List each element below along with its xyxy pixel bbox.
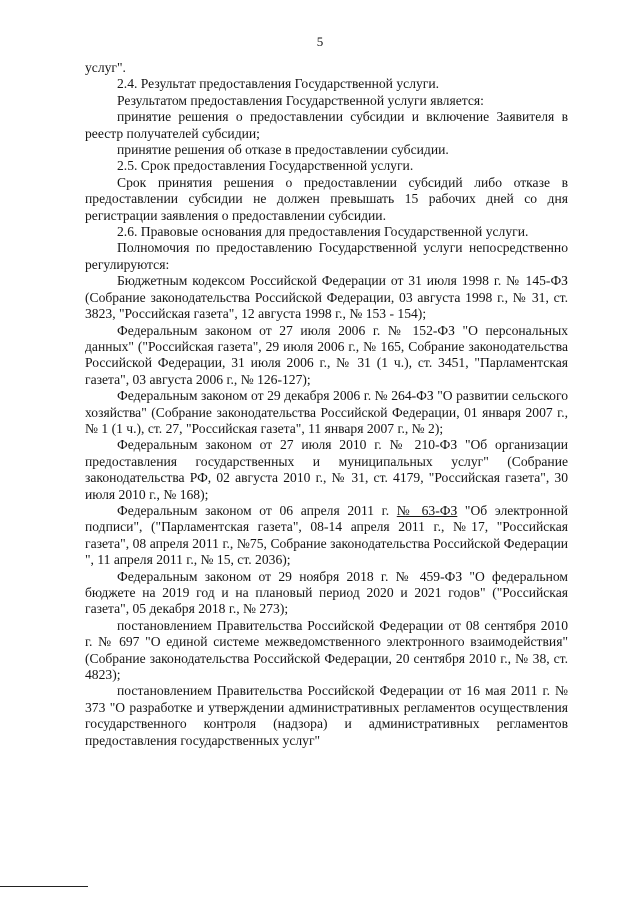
paragraph-resolution-697: постановлением Правительства Российской Федерации от 08 сентября 2010 г. № 697 "О единой системе межведомственного электронного взаимодействия" (Собрание законодательства Российской Федерации, 20 сентября 2010 г., № 38, ст. 4823);: [85, 617, 568, 683]
law-63-fz-prefix: Федеральным законом от 06 апреля 2011 г.: [117, 502, 397, 518]
paragraph-law-152-fz: Федеральным законом от 27 июля 2006 г. № 152-ФЗ "О персональных данных" ("Российская газета", 29 июля 2006 г., № 165, Собрание законодательства Российской Федерации, 31 июля 2006 г., № 31 (1 ч.), ст. 3451, "Парламентская газета", 03 августа 2006 г., № 126-127);: [85, 322, 568, 387]
paragraph-law-63-fz: [85, 503, 568, 569]
paragraph-law-210-fz: Федеральным законом от 27 июля 2010 г. № 210-ФЗ "Об организации предоставления государственных и муниципальных услуг" (Собрание законодательства РФ, 02 августа 2010 г., № 31, ст. 4179, "Российская газета", 30 июля 2010 г., № 168);: [85, 437, 568, 502]
paragraph-result-intro: Результатом предоставления Государственной услуги является:: [117, 92, 484, 108]
page-number: 5: [316, 34, 324, 49]
section-heading-2-4: 2.4. Результат предоставления Государственной услуги.: [117, 76, 440, 92]
section-heading-2-6: 2.6. Правовые основания для предоставления Государственной услуги.: [117, 224, 529, 240]
paragraph-continuation: услуг".: [85, 60, 126, 75]
paragraph-result-deny: принятие решения об отказе в предоставлении субсидии.: [117, 142, 449, 158]
paragraph-law-459-fz: Федеральным законом от 29 ноября 2018 г. № 459-ФЗ "О федеральном бюджете на 2019 год и на плановый период 2020 и 2021 годов" ("Российская газета", 05 декабря 2018 г., № 273);: [85, 568, 568, 617]
law-63-fz-link[interactable]: № 63-ФЗ: [396, 502, 458, 518]
paragraph-authority-intro: Полномочия по предоставлению Государственной услуги непосредственно регулируются:: [85, 240, 568, 272]
paragraph-law-budget-code: Бюджетным кодексом Российской Федерации от 31 июля 1998 г. № 145-ФЗ (Собрание законодательства Российской Федерации, 03 августа 1998 г., № 31, ст. 3823, "Российская газета", 12 августа 1998 г., № 153 - 154);: [85, 273, 568, 322]
paragraph-law-264-fz: Федеральным законом от 29 декабря 2006 г. № 264-ФЗ "О развитии сельского хозяйства" (Собрание законодательства Российской Федерации, 01 января 2007 г., № 1 (1 ч.), ст. 27, "Российская газета", 11 января 2007 г., № 2);: [85, 388, 568, 436]
paragraph-resolution-373: постановлением Правительства Российской Федерации от 16 мая 2011 г. № 373 "О разработке и утверждении административных регламентов осуществления государственного контроля (надзора) и административных регламентов предоставления государственных услуг": [85, 683, 568, 748]
section-heading-2-5: 2.5. Срок предоставления Государственной услуги.: [117, 158, 414, 174]
footer-divider: [0, 886, 88, 887]
document-body: [85, 60, 568, 749]
paragraph-result-approve: принятие решения о предоставлении субсидии и включение Заявителя в реестр получателей субсидии;: [85, 109, 568, 141]
law-63-fz-suffix: "Об электронной подписи", ("Парламентская газета", 08-14 апреля 2011 г., №17, "Российская газета", 08 апреля 2011 г., №75, Собрание законодательства Российской Федерации ", 11 апреля 2011 г., № 15, ст. 2036);: [85, 502, 569, 568]
paragraph-term: Срок принятия решения о предоставлении субсидий либо отказе в предоставлении субсидии не должен превышать 15 рабочих дней со дня регистрации заявления о предоставлении субсидии.: [85, 174, 568, 223]
